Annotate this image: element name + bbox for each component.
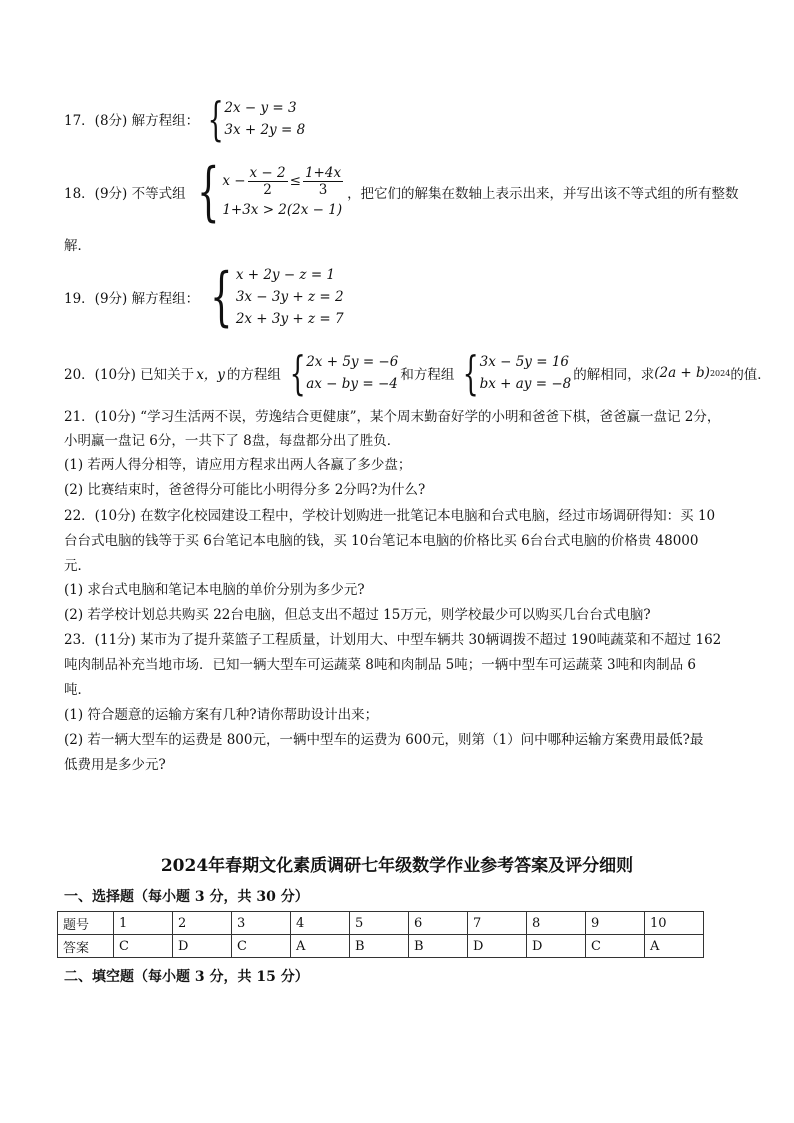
q20-tail: 的解相同，求 xyxy=(573,367,655,383)
table-cell: 6 xyxy=(409,912,468,935)
q20-mid1: 的方程组 xyxy=(226,367,281,383)
question-19 xyxy=(64,260,346,334)
table-row-head: 答案 xyxy=(58,935,114,958)
answers-title: 2024年春期文化素质调研七年级数学作业参考答案及评分细则 xyxy=(160,856,634,876)
section-fill-heading: 二、填空题（每小题 3 分，共 15 分） xyxy=(64,969,309,985)
q18-frac1-den: 2 xyxy=(263,181,272,198)
q23-s3: 低费用是多少元? xyxy=(64,757,166,773)
q23-p2: 吨肉制品补充当地市场．已知一辆大型车可运蔬菜 8吨和肉制品 5吨；一辆中型车可运蔬菜 3吨和肉制品 6 xyxy=(64,657,697,673)
q19-system xyxy=(201,260,344,334)
q17-system xyxy=(201,92,306,146)
table-cell: D xyxy=(468,935,527,958)
question-17 xyxy=(64,92,307,146)
q23-s1: (1) 符合题意的运输方案有几种?请你帮助设计出来； xyxy=(64,707,379,723)
answer-table xyxy=(57,911,704,958)
q21-s1: (1) 若两人得分相等，请应用方程求出两人各赢了多少盘； xyxy=(64,457,412,473)
q20-sysB2: bx + ay = −8 xyxy=(479,376,572,392)
question-20 xyxy=(64,346,771,400)
table-cell: D xyxy=(173,935,232,958)
brace-icon: { xyxy=(210,260,233,334)
q18-rel1: ≤ xyxy=(289,173,301,189)
table-cell: A xyxy=(645,935,704,958)
q20-system-b xyxy=(456,346,572,400)
q20-expr: (2a + b) xyxy=(654,365,710,381)
q19-label: 19．(9分) 解方程组： xyxy=(64,291,200,307)
table-cell: 3 xyxy=(232,912,291,935)
table-cell: 7 xyxy=(468,912,527,935)
q22-s1: (1) 求台式电脑和笔记本电脑的单价分别为多少元? xyxy=(64,582,365,598)
q20-system-a xyxy=(283,346,399,400)
q17-eq2: 3x + 2y = 8 xyxy=(224,122,306,138)
brace-icon: { xyxy=(462,346,480,400)
q20-sysA1: 2x + 5y = −6 xyxy=(306,354,399,370)
table-row xyxy=(58,935,704,958)
q20-vars: x，y xyxy=(196,367,225,383)
q20-sysB1: 3x − 5y = 16 xyxy=(479,354,569,370)
table-cell: C xyxy=(114,935,173,958)
q22-p1: 22．(10分) 在数字化校园建设工程中，学校计划购进一批笔记本电脑和台式电脑，经过市场调研得知：买 10 xyxy=(64,508,716,524)
q23-p3: 吨． xyxy=(64,682,91,698)
q22-s2: (2) 若学校计划总共购买 22台电脑，但总支出不超过 15万元，则学校最少可以购买几台台式电脑? xyxy=(64,607,651,623)
table-cell: B xyxy=(409,935,468,958)
brace-icon: { xyxy=(289,346,306,400)
q18-frac2-den: 3 xyxy=(318,181,328,198)
table-row-head: 题号 xyxy=(58,912,114,935)
q18-label: 18．(9分) 不等式组 xyxy=(64,186,186,202)
table-cell: B xyxy=(350,935,409,958)
q17-eq1: 2x − y = 3 xyxy=(224,100,297,116)
table-row xyxy=(58,912,704,935)
q19-eq1: x + 2y − z = 1 xyxy=(235,267,336,283)
q18-frac1-num: x − 2 xyxy=(249,164,286,181)
table-cell: 1 xyxy=(114,912,173,935)
q20-mid2: 和方程组 xyxy=(400,367,455,383)
brace-icon: { xyxy=(207,92,224,146)
table-cell: C xyxy=(586,935,645,958)
table-cell: D xyxy=(527,935,586,958)
q20-sysA2: ax − by = −4 xyxy=(306,376,398,392)
section-choice-heading: 一、选择题（每小题 3 分，共 30 分） xyxy=(64,889,309,905)
q18-eq2: 1+3x > 2(2x − 1) xyxy=(222,202,343,218)
table-cell: 9 xyxy=(586,912,645,935)
q23-p1: 23．(11分) 某市为了提升菜篮子工程质量，计划用大、中型车辆共 30辆调拨不超过 190吨蔬菜和不超过 162 xyxy=(64,632,722,648)
table-cell: 2 xyxy=(173,912,232,935)
table-cell: 5 xyxy=(350,912,409,935)
table-cell: C xyxy=(232,935,291,958)
q20-end: 的值． xyxy=(730,367,771,383)
table-cell: 10 xyxy=(645,912,704,935)
brace-icon: { xyxy=(196,155,220,229)
q23-s2: (2) 若一辆大型车的运费是 800元，一辆中型车的运费为 600元，则第（1）问中哪种运输方案费用最低?最 xyxy=(64,732,704,748)
q19-eq3: 2x + 3y + z = 7 xyxy=(235,311,344,327)
q21-s2: (2) 比赛结束时，爸爸得分可能比小明得分多 2分吗?为什么? xyxy=(64,482,426,498)
q18-frac2-num: 1+4x xyxy=(304,164,342,181)
q20-exp: 2024 xyxy=(709,368,731,378)
q18-system xyxy=(188,155,345,229)
q17-label: 17．(8分) 解方程组： xyxy=(64,113,200,129)
q22-p3: 元． xyxy=(64,558,91,574)
q18-tail2: 解． xyxy=(64,238,91,254)
q18-eq1-left: x − xyxy=(222,173,246,189)
q21-p2: 小明赢一盘记 6分，一共下了 8盘，每盘都分出了胜负． xyxy=(64,433,401,449)
table-cell: A xyxy=(291,935,350,958)
q21-p1: 21．(10分) “学习生活两不误，劳逸结合更健康”，某个周末勤奋好学的小明和爸爸下棋，爸爸赢一盘记 2分， xyxy=(64,409,721,425)
table-cell: 8 xyxy=(527,912,586,935)
q22-p2: 台台式电脑的钱等于买 6台笔记本电脑的钱，买 10台笔记本电脑的价格比买 6台台式电脑的价格贵 48000 xyxy=(64,533,699,549)
table-cell: 4 xyxy=(291,912,350,935)
question-18 xyxy=(64,155,739,229)
q20-label: 20．(10分) 已知关于 xyxy=(64,367,195,383)
q19-eq2: 3x − 3y + z = 2 xyxy=(235,289,344,305)
q18-tail: ，把它们的解集在数轴上表示出来，并写出该不等式组的所有整数 xyxy=(347,186,739,202)
